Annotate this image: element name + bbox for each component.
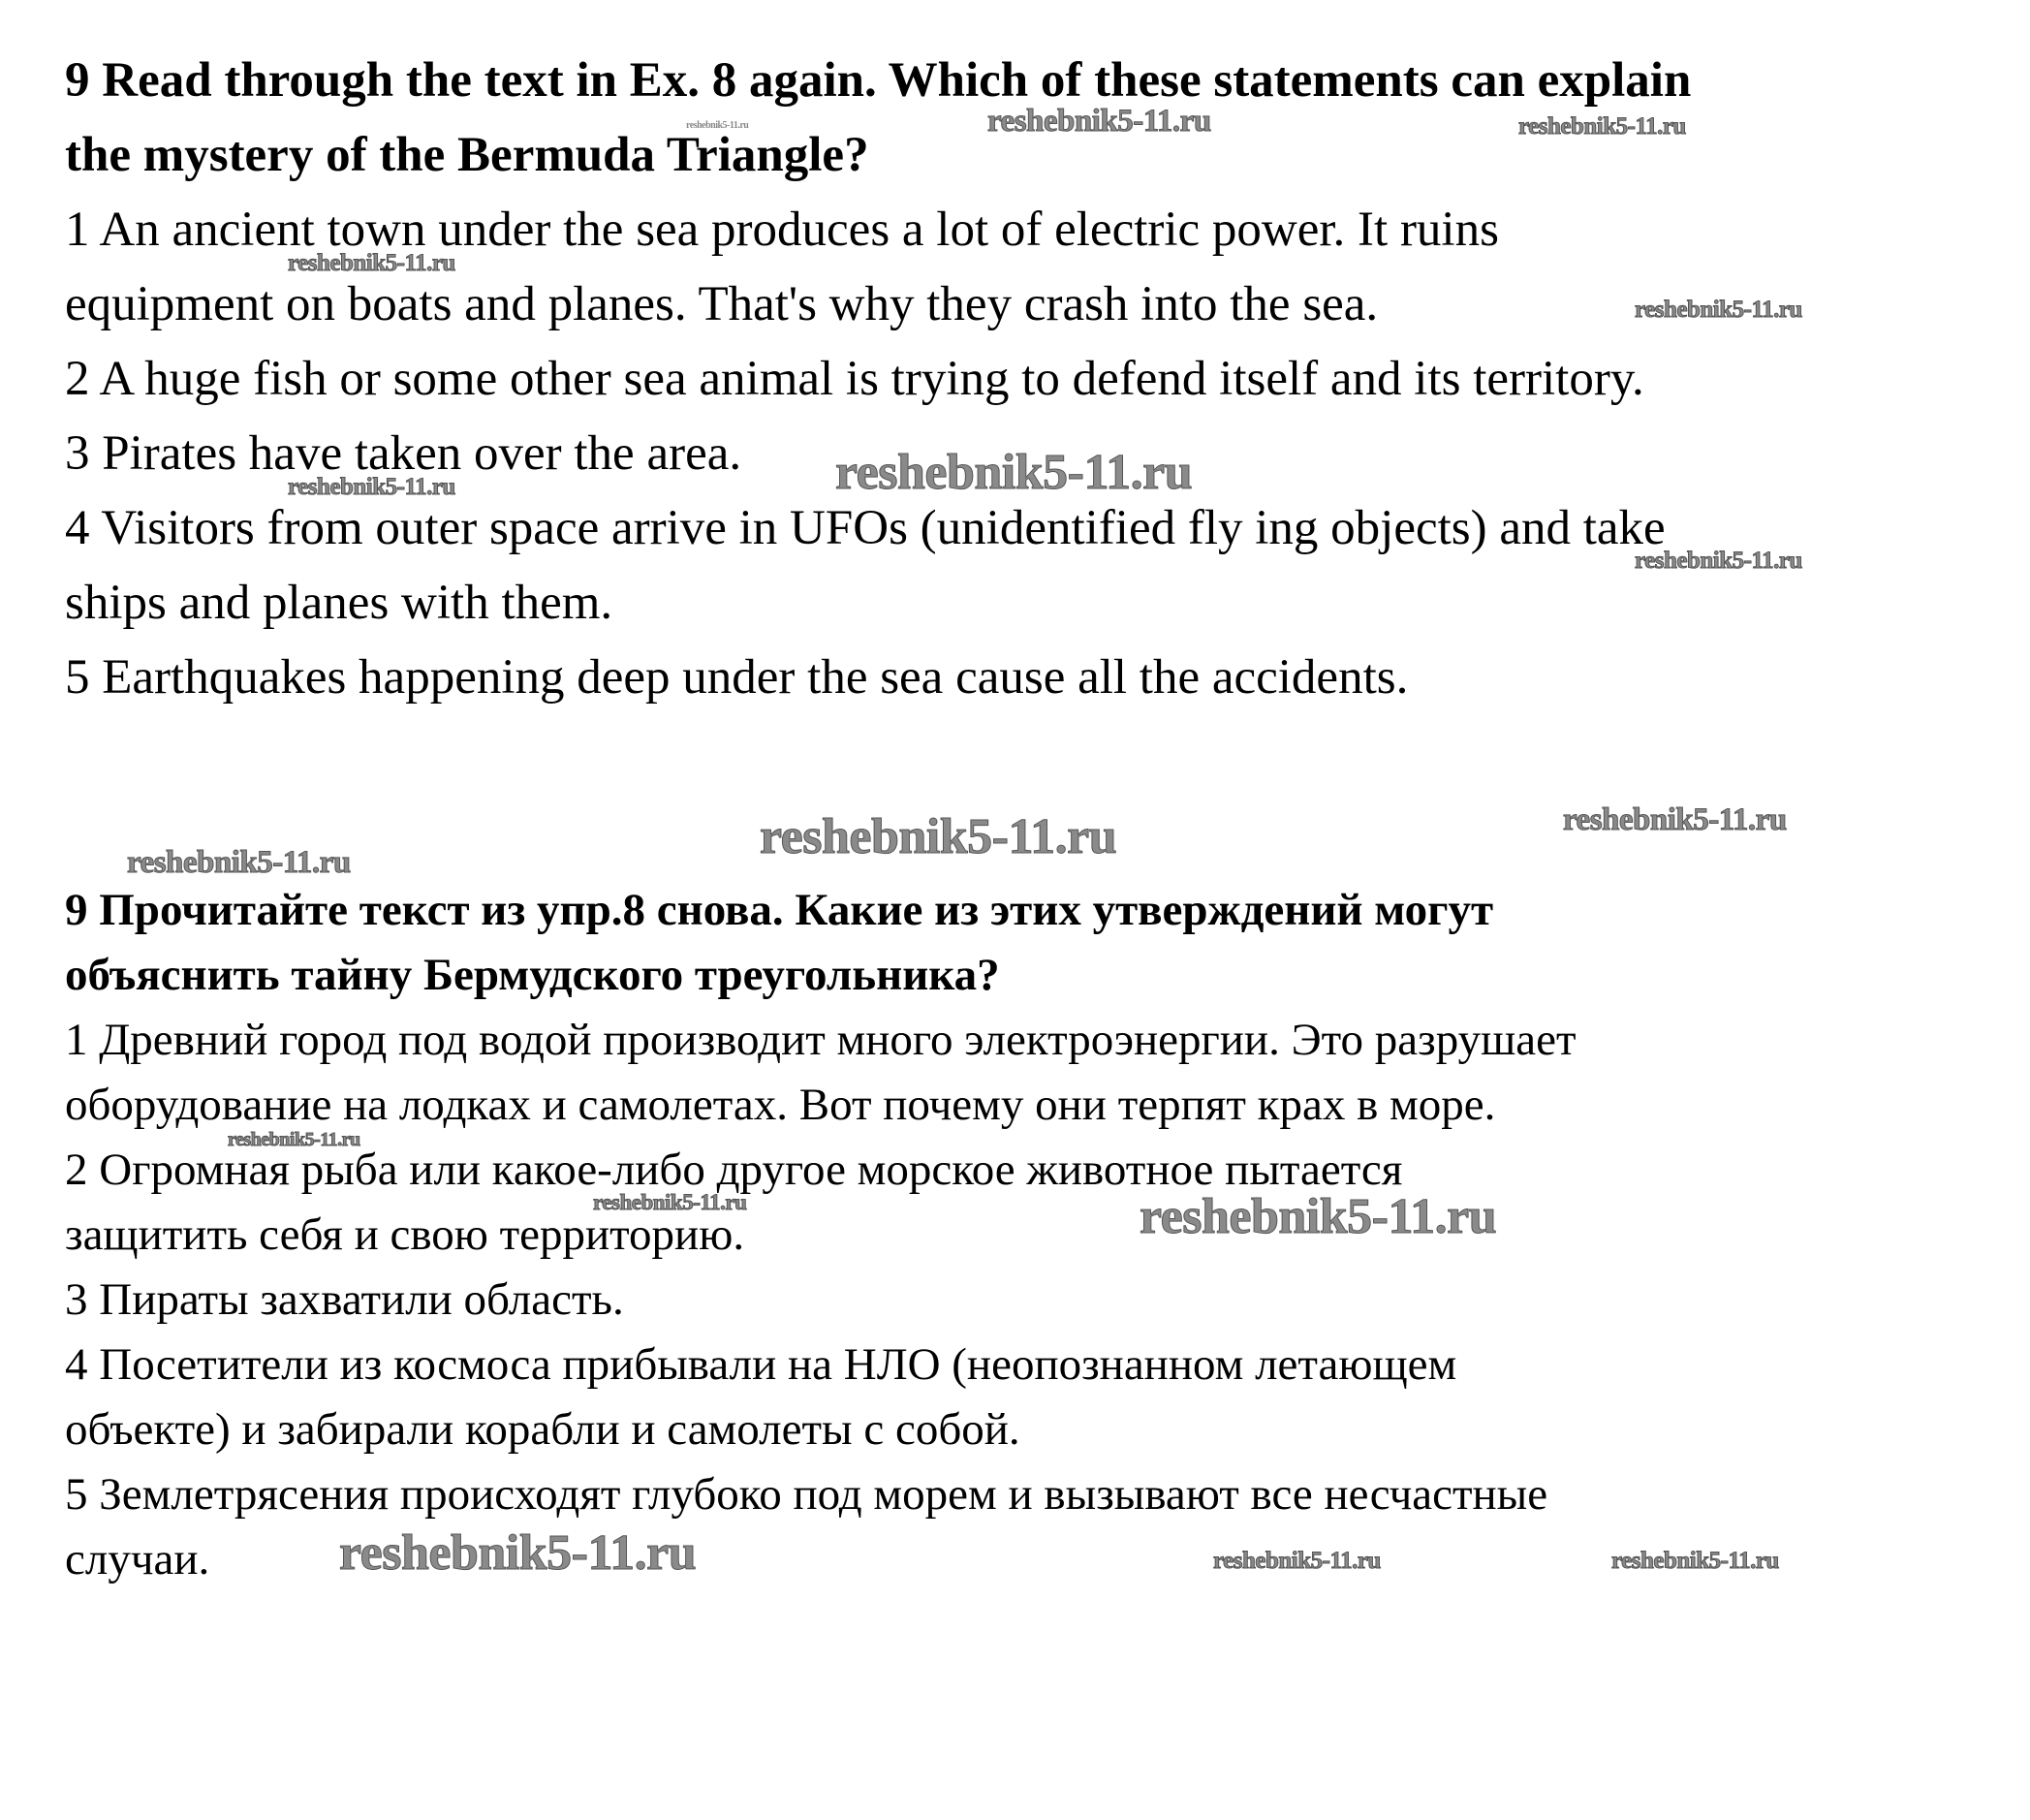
watermark: reshebnik5-11.ru [1213,1548,1381,1574]
watermark: reshebnik5-11.ru [127,845,351,880]
watermark: reshebnik5-11.ru [987,104,1211,139]
watermark: reshebnik5-11.ru [1635,548,1802,574]
statement-line: 2 Огромная рыба или какое-либо другое морское животное пытается [65,1145,1403,1195]
statement-line: 4 Visitors from outer space arrive in UFOs (unidentified fly ing objects) and take [65,501,1666,555]
watermark: reshebnik5-11.ru [228,1129,360,1150]
statement-line: 1 An ancient town under the sea produces a lot of electric power. It ruins [65,203,1499,257]
watermark: reshebnik5-11.ru [760,809,1117,864]
watermark: reshebnik5-11.ru [288,474,455,500]
statement-line: защитить себя и свою территорию. [65,1209,745,1260]
watermark: reshebnik5-11.ru [1518,113,1686,140]
statement-line: оборудование на лодках и самолетах. Вот почему они терпят крах в море. [65,1080,1496,1130]
exercise-title-line: объяснить тайну Бермудского треугольника? [65,950,1000,1000]
statement-line: ships and planes with them. [65,576,613,630]
exercise-title-line: 9 Read through the text in Ex. 8 again. Which of these statements can explain [65,53,1692,108]
exercise-title-line: the mystery of the Bermuda Triangle? [65,128,869,182]
watermark: reshebnik5-11.ru [1140,1189,1497,1244]
statement-line: equipment on boats and planes. That's why they crash into the sea. [65,277,1379,331]
statement-line: 3 Пираты захватили область. [65,1274,624,1325]
watermark: reshebnik5-11.ru [288,250,455,276]
statement-line: 5 Earthquakes happening deep under the sea cause all the accidents. [65,650,1409,705]
watermark: reshebnik5-11.ru [339,1525,697,1581]
statement-line: случаи. [65,1534,210,1585]
statement-line: 2 A huge fish or some other sea animal is trying to defend itself and its territory. [65,352,1644,406]
statement-line: 3 Pirates have taken over the area. [65,426,742,481]
statement-line: 5 Землетрясения происходят глубоко под морем и вызывают все несчастные [65,1469,1548,1520]
statement-line: объекте) и забирали корабли и самолеты с собой. [65,1404,1020,1455]
watermark: reshebnik5-11.ru [1611,1548,1779,1574]
statement-line: 1 Древний город под водой производит много электроэнергии. Это разрушает [65,1015,1577,1065]
watermark: reshebnik5-11.ru [1563,802,1787,837]
exercise-title-line: 9 Прочитайте текст из упр.8 снова. Какие из этих утверждений могут [65,885,1494,935]
english-exercise [65,44,1691,715]
watermark: reshebnik5-11.ru [593,1190,747,1214]
watermark: reshebnik5-11.ru [835,445,1193,500]
watermark: reshebnik5-11.ru [686,120,749,131]
watermark: reshebnik5-11.ru [1635,297,1802,323]
statement-line: 4 Посетители из космоса прибывали на НЛО (неопознанном летающем [65,1339,1457,1390]
